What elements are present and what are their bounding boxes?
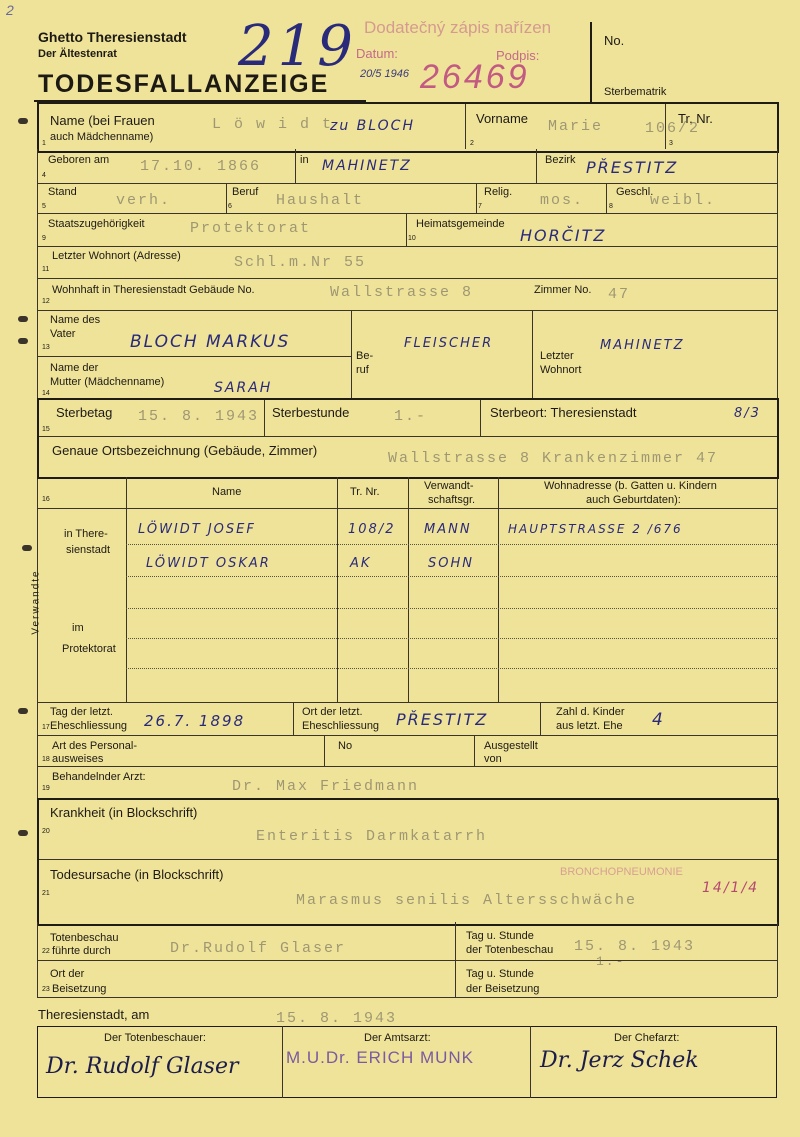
relative-2-rel: SOHN — [428, 556, 474, 571]
in-theresienstadt-label-1: in There- — [64, 528, 108, 540]
burial-place-label-2: Beisetzung — [52, 983, 107, 995]
born-in-label: in — [300, 154, 309, 166]
relatives-col-rel-2: schaftsgr. — [428, 494, 476, 506]
wohnhaft-value: Wallstrasse 8 — [330, 284, 474, 301]
doctor-value: Dr. Max Friedmann — [232, 778, 420, 795]
death-hour-label: Sterbestunde — [272, 405, 350, 420]
stand-label: Stand — [48, 186, 77, 198]
name-handwritten: zu BLOCH — [330, 118, 415, 134]
stamp-handwritten-number: 26469 — [420, 58, 530, 96]
cause-of-death-value: Marasmus senilis Altersschwäche — [296, 892, 638, 909]
relatives-col-rel-1: Verwandt- — [424, 480, 474, 492]
examiner-value: Dr.Rudolf Glaser — [170, 940, 347, 957]
im-label: im — [72, 622, 84, 634]
trnr-label: Tr. Nr. — [678, 111, 713, 126]
marriage-place-label-2: Eheschliessung — [302, 720, 380, 732]
org-council: Der Ältestenrat — [38, 48, 117, 60]
registry-label: Sterbematrik — [604, 86, 667, 98]
issued-by-label-1: Ausgestellt — [484, 740, 538, 752]
examiner-signature: Dr. Rudolf Glaser — [46, 1054, 239, 1079]
parents-wohnort-value: MAHINETZ — [600, 338, 685, 353]
punch-hole — [18, 830, 28, 836]
geschl-value: weibl. — [650, 192, 717, 209]
exam-date-label-1: Tag u. Stunde — [466, 930, 534, 942]
children-count-label-1: Zahl d. Kinder — [556, 706, 625, 718]
heimat-label: Heimatsgemeinde — [416, 218, 505, 230]
punch-hole — [22, 545, 32, 551]
examiner-label-1: Totenbeschau — [50, 932, 119, 944]
punch-hole — [18, 316, 28, 322]
handwritten-number: 219 — [238, 14, 357, 79]
relatives-col-addr-1: Wohnadresse (b. Gatten u. Kindern — [544, 480, 717, 492]
name-label-2: auch Mädchenname) — [50, 131, 154, 143]
protektorat-label: Protektorat — [62, 643, 116, 655]
punch-hole — [18, 118, 28, 124]
vorname-value: Marie — [548, 118, 604, 135]
parents-wohnort-label-1: Letzter — [540, 350, 574, 362]
children-count-value: 4 — [652, 710, 665, 730]
chief-doctor-label: Der Chefarzt: — [614, 1032, 680, 1044]
name-label: Name (bei Frauen — [50, 113, 155, 128]
born-in-value: MAHINETZ — [322, 158, 412, 174]
relative-2-name: LÖWIDT OSKAR — [146, 556, 271, 571]
wohnort-label: Letzter Wohnort (Adresse) — [52, 250, 181, 262]
relative-1-rel: MANN — [424, 522, 472, 537]
marriage-date-value: 26.7. 1898 — [144, 712, 246, 730]
stamp-signature-label: Podpis: — [496, 48, 540, 63]
children-count-label-2: aus letzt. Ehe — [556, 720, 623, 732]
bezirk-label: Bezirk — [545, 154, 576, 166]
burial-place-label-1: Ort der — [50, 968, 85, 980]
vater-label: Name des — [50, 314, 101, 326]
geschl-label: Geschl. — [616, 186, 654, 198]
born-value: 17.10. 1866 — [140, 158, 262, 175]
parents-beruf-value: FLEISCHER — [404, 336, 494, 351]
exam-time-value: 1.- — [596, 954, 626, 969]
staat-label: Staatszugehörigkeit — [48, 218, 145, 230]
relatives-col-name: Name — [212, 486, 242, 498]
trnr-value: 106/2 — [645, 120, 701, 137]
relatives-col-trnr: Tr. Nr. — [350, 486, 380, 498]
zimmer-value: 47 — [608, 286, 631, 303]
id-type-label-2: ausweises — [52, 753, 104, 765]
exam-date-label-2: der Totenbeschau — [466, 944, 554, 956]
name-value: L ö w i d t — [212, 116, 334, 133]
mutter-label-2: Mutter (Mädchenname) — [50, 376, 165, 388]
marriage-date-label-1: Tag der letzt. — [50, 706, 113, 718]
cause-stamp: BRONCHOPNEUMONIE — [560, 866, 683, 878]
death-date-value: 15. 8. 1943 — [138, 408, 260, 425]
exam-date-value: 15. 8. 1943 — [574, 938, 696, 955]
mutter-value: SARAH — [214, 380, 273, 396]
examiner-signature-label: Der Totenbeschauer: — [104, 1032, 206, 1044]
parents-beruf-label-1: Be- — [356, 350, 374, 362]
vater-value: BLOCH MARKUS — [130, 332, 291, 352]
death-place-handwritten: 8/3 — [734, 406, 761, 421]
beruf-value: Haushalt — [276, 192, 365, 209]
heimat-value: HORČITZ — [520, 226, 607, 245]
doctor-label: Behandelnder Arzt: — [52, 771, 146, 783]
relative-1-trnr: 108/2 — [348, 522, 396, 537]
stamp-date-label: Datum: — [356, 46, 398, 61]
supplement-stamp: Dodatečný zápis nařízen — [364, 18, 552, 37]
wohnort-value: Schl.m.Nr 55 — [234, 254, 367, 271]
official-doctor-stamp: M.U.Dr. ERICH MUNK — [286, 1048, 474, 1067]
death-date-label: Sterbetag — [56, 405, 113, 420]
wohnhaft-label: Wohnhaft in Theresienstadt Gebäude No. — [52, 284, 255, 296]
id-type-label-1: Art des Personal- — [52, 740, 137, 752]
zimmer-label: Zimmer No. — [534, 284, 592, 296]
staat-value: Protektorat — [190, 220, 312, 237]
marriage-place-value: PŘESTITZ — [396, 710, 489, 729]
relig-value: mos. — [540, 192, 585, 209]
examiner-label-2: führte durch — [52, 945, 111, 957]
death-location-value: Wallstrasse 8 Krankenzimmer 47 — [388, 450, 719, 467]
corner-mark: 2 — [6, 2, 14, 18]
chief-doctor-signature: Dr. Jerz Schek — [540, 1048, 699, 1073]
cause-of-death-label: Todesursache (in Blockschrift) — [50, 867, 224, 882]
illness-label: Krankheit (in Blockschrift) — [50, 805, 198, 820]
issued-by-label-2: von — [484, 753, 502, 765]
number-label: No. — [604, 33, 625, 48]
form-title: TODESFALLANZEIGE — [38, 70, 330, 98]
stand-value: verh. — [116, 192, 172, 209]
illness-value: Enteritis Darmkatarrh — [256, 828, 488, 845]
parents-wohnort-label-2: Wohnort — [540, 364, 582, 376]
in-theresienstadt-label-2: sienstadt — [66, 544, 111, 556]
relig-label: Relig. — [484, 186, 513, 198]
vorname-label: Vorname — [476, 111, 529, 126]
place-date-label: Theresienstadt, am — [38, 1007, 150, 1022]
relative-1-addr: HAUPTSTRASSE 2 /676 — [508, 522, 683, 536]
relative-1-name: LÖWIDT JOSEF — [138, 522, 256, 537]
death-hour-value: 1.- — [394, 408, 428, 425]
parents-beruf-label-2: ruf — [356, 364, 369, 376]
punch-hole — [18, 708, 28, 714]
mutter-label: Name der — [50, 362, 99, 374]
cause-handwritten: 14/1/4 — [702, 880, 760, 896]
beruf-label: Beruf — [232, 186, 259, 198]
stamp-date-value: 20/5 1946 — [360, 68, 409, 80]
death-location-label: Genaue Ortsbezeichnung (Gebäude, Zimmer) — [52, 443, 318, 458]
id-number-label: No — [338, 740, 353, 752]
official-doctor-label: Der Amtsarzt: — [364, 1032, 431, 1044]
relatives-side-label: Verwandte — [30, 569, 42, 635]
burial-date-label-2: der Beisetzung — [466, 983, 540, 995]
death-place-label: Sterbeort: Theresienstadt — [490, 405, 637, 420]
relative-2-trnr: AK — [350, 556, 372, 571]
bezirk-value: PŘESTITZ — [586, 158, 679, 177]
born-label: Geboren am — [48, 154, 110, 166]
burial-date-label-1: Tag u. Stunde — [466, 968, 534, 980]
relatives-col-addr-2: auch Geburtdaten): — [586, 494, 681, 506]
place-date-value: 15. 8. 1943 — [276, 1010, 398, 1027]
vater-label-2: Vater — [50, 328, 76, 340]
punch-hole — [18, 338, 28, 344]
marriage-date-label-2: Eheschliessung — [50, 720, 128, 732]
marriage-place-label-1: Ort der letzt. — [302, 706, 363, 718]
org-name: Ghetto Theresienstadt — [38, 29, 187, 45]
